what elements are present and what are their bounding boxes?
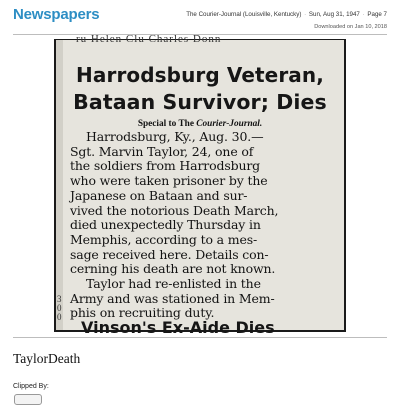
article-line: phis on recruiting duty.	[70, 305, 215, 321]
article-line: Japanese on Bataan and sur-	[70, 187, 248, 203]
dateline-credit	[56, 119, 344, 129]
article-line: Harrodsburg, Ky., Aug. 30.—	[86, 129, 264, 144]
credit-prefix: Special to The	[137, 119, 197, 129]
clipped-by-label: Clipped By:	[13, 383, 49, 390]
credit-paper: Courier-Journal.	[196, 119, 263, 129]
cut-off-side-char: 0	[57, 303, 62, 313]
newspaper-clipping	[56, 33, 344, 337]
article-line: who were taken prisoner by the	[70, 173, 268, 189]
source-info	[186, 11, 387, 18]
article-line: Memphis, according to a mes-	[70, 231, 258, 247]
article-line: cerning his death are not known.	[70, 261, 276, 277]
image-divider	[13, 337, 387, 338]
article-line: the soldiers from Harrodsburg	[70, 158, 261, 174]
article-line: sage received here. Details con-	[70, 246, 269, 262]
clip-title: TaylorDeath	[13, 351, 81, 366]
article-line: Sgt. Marvin Taylor, 24, one of	[70, 143, 254, 159]
cut-off-next-headline: Vinson's Ex-Aide Dies	[81, 318, 275, 337]
publication-name: The Courier-Journal (Louisville, Kentucky)	[186, 11, 302, 18]
cut-off-side-char: 3	[57, 294, 62, 304]
page-number: Page 7	[367, 11, 387, 18]
cut-off-side-char: 0	[57, 312, 62, 322]
article-body	[70, 130, 342, 321]
separator-dot: ·	[362, 11, 365, 18]
headline-line-2: Bataan Survivor; Dies	[73, 90, 327, 114]
download-date: Downloaded on Jan 10, 2018	[314, 24, 387, 30]
article-line: Taylor had re-enlisted in the	[86, 276, 261, 292]
publication-date: Sun, Aug 31, 1947	[308, 11, 360, 18]
headline-line-1: Harrodsburg Veteran,	[76, 63, 324, 87]
article-line: died unexpectedly Thursday in	[70, 217, 261, 233]
newspapers-logo[interactable]	[13, 6, 99, 23]
cut-off-top-text: ru Helen Clu Charles Donn	[76, 33, 222, 45]
clipping-image-frame	[54, 33, 346, 337]
clipper-profile-button[interactable]	[14, 394, 42, 405]
page-header	[0, 0, 400, 36]
brand-name: Newspapers	[13, 6, 100, 23]
article-line: Army and was stationed in Mem-	[70, 290, 275, 306]
separator-dot: ·	[304, 11, 307, 18]
article-line: vived the notorious Death March,	[70, 202, 279, 218]
